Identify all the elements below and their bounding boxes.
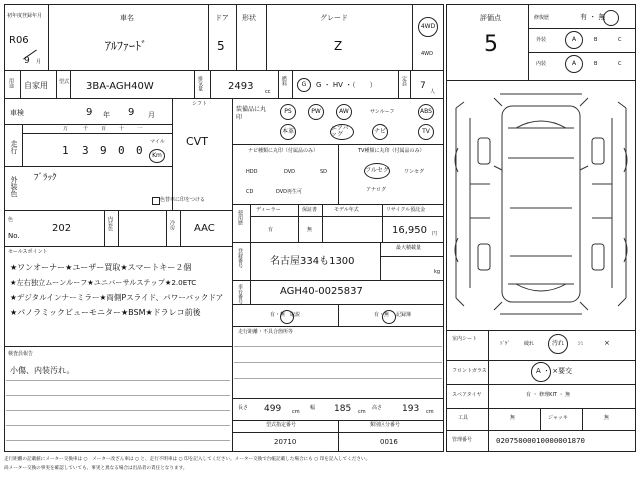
front-glass-options: A ・ ×要交 [536, 367, 573, 375]
max-load-label: 最大積載量 [396, 245, 422, 251]
inspection-month-unit: 月 [148, 111, 155, 119]
color-label: 外装色 [10, 176, 18, 197]
color-no-label-top: 色 [8, 217, 14, 223]
remarks-rule-2 [6, 395, 230, 396]
admin-label: 管理番号 [452, 437, 473, 443]
warranty-label: 保証書 [302, 207, 318, 213]
score-value: 5 [484, 32, 498, 57]
drive-sub: 4WD [421, 51, 433, 57]
digit-header-ichi: 一 [137, 126, 143, 132]
repair-label: 修復歴 [534, 15, 550, 21]
mileage-label: 走行 [10, 140, 18, 154]
car-damage-diagram [450, 88, 632, 320]
notes-rule-1 [234, 346, 442, 347]
color-no-label: No. [8, 232, 20, 240]
int-grade-a: A [565, 55, 583, 73]
front-glass-label: フロントガラス [452, 368, 487, 374]
model-label: 型式 [59, 79, 70, 85]
admin-value: 02075000010000001870 [496, 436, 585, 445]
equip-aw: AW [336, 104, 352, 120]
cc-unit: cc [265, 89, 271, 95]
inspection-year: 9 [86, 107, 93, 118]
mileage-digit-1: 1 [62, 144, 69, 157]
mile-label: マイル [150, 139, 165, 145]
jack-label: ジャッキ [548, 415, 568, 421]
navi-label: ナビ種類に丸印（付属品のみ） [248, 148, 319, 154]
kg-unit: kg [434, 269, 441, 275]
recycle-yen: 円 [432, 231, 438, 237]
car-right-side [618, 102, 626, 306]
int-label: 内装 [536, 61, 547, 67]
height-label: 高さ [372, 405, 383, 411]
fuel-label: 燃料 [281, 76, 287, 86]
dealer-label: ディーラー [256, 207, 281, 213]
color-change-note: 色替車に印をつける [160, 197, 206, 203]
usage-label: 用途 [8, 78, 14, 88]
equipment-label: 装備品に丸印 [236, 106, 267, 121]
height-unit: cm [426, 409, 434, 415]
mileage-digit-2: 3 [82, 144, 89, 157]
inspection-year-unit: 年 [103, 111, 110, 119]
drive-badge: 4WD [418, 17, 438, 37]
footer-line-1: 走行距離の記載値にメーター交換車は ○ メーター改ざん車は ○ と、走行不明車は ○ 印を記入してください。メーター交換で台帳記載した場合にも ○ 印を記入してください。 [4, 457, 371, 462]
inner-color-label: 内装色 [107, 216, 113, 231]
seat-opt-stain: 汚れ [548, 334, 568, 354]
seat-opt-doge: ﾄﾞｹﾞ [500, 341, 511, 347]
height-value: 193 [402, 404, 420, 414]
inspector-remarks-text: 小傷、内装汚れ。 [10, 366, 75, 375]
sales-point-line-2: ★左右独立ムーンルーフ★ユニバーサルステップ★2.0ETC [10, 278, 197, 287]
model-value: 3BA-AGH40W [86, 81, 154, 92]
jack-value: 無 [604, 415, 610, 421]
seat-opt-tear: 破れ [524, 341, 535, 347]
tools-label: 工具 [458, 415, 469, 421]
tv-fullseg: フルセグ [364, 163, 390, 179]
ac-label: 冷房 [169, 220, 175, 230]
displacement-value: 2493 [228, 81, 254, 92]
color-no-value: 202 [52, 223, 72, 234]
navi-hdd: HDD [246, 169, 258, 175]
remarks-rule-5 [6, 440, 230, 441]
type-cert-label: 型式指定番号 [266, 422, 297, 428]
vin-value: AGH40-0025837 [280, 286, 363, 297]
ext-grade-a: A [565, 31, 583, 49]
recycle-value: 16,950 [392, 225, 427, 236]
digit-header-man: 万 [63, 126, 69, 132]
color-value: ﾌﾞﾗｯｸ [34, 173, 57, 183]
spare-label: スペアタイヤ [452, 392, 482, 398]
remarks-rule-4 [6, 425, 230, 426]
int-grade-c: C [618, 61, 622, 67]
inspection-month: 9 [128, 107, 135, 118]
mileage-digit-4: 0 [118, 144, 125, 157]
record-label: 記録簿 [396, 312, 412, 318]
notes-rule-2 [234, 362, 442, 363]
car-name-label: 車名 [120, 14, 134, 22]
car-rear [494, 302, 588, 314]
tv-label: TV種類に丸印（付属品のみ） [358, 148, 425, 154]
width-unit: cm [358, 409, 366, 415]
digit-header-sen: 千 [83, 126, 89, 132]
ac-value: AAC [194, 223, 215, 234]
inspection-label: 車検 [10, 109, 24, 117]
plate-value: 名古屋334も1300 [270, 256, 355, 267]
manual-options: 有・無 [270, 312, 286, 318]
front-glass-circle [531, 362, 551, 382]
sales-point-line-3: ★デジタルインナーミラー★両側Pスライド、パワーバックドア [10, 293, 224, 302]
type-cert-value: 20710 [274, 438, 297, 446]
navi-dvd-play: DVD再生可 [276, 189, 303, 195]
history-label: 使用歴 [237, 210, 243, 225]
capacity-unit: 人 [430, 89, 436, 95]
width-value: 185 [334, 404, 352, 414]
fuel-options: G ・ HV ・（ ） [316, 81, 377, 89]
equip-leather: 本革 [280, 124, 296, 140]
grade-label: グレード [320, 14, 348, 22]
recycle-label: リサイクル預託金 [386, 207, 426, 213]
km-badge: Km [149, 149, 165, 163]
int-grade-b: B [594, 61, 598, 67]
spare-options: 有 ・ 修理KIT ・ 無 [526, 392, 571, 398]
warranty-value: 無 [307, 227, 313, 233]
car-front [494, 94, 588, 106]
grade-value: Z [334, 39, 343, 53]
equip-tv: TV [418, 124, 434, 140]
reg-month-unit: 月 [36, 59, 42, 65]
equip-abs: ABS [418, 104, 434, 120]
shape-label: 形状 [242, 14, 256, 22]
notes-rule-3 [234, 378, 442, 379]
first-reg-label: 初年度登録年月 [7, 13, 43, 19]
equip-sunroof: サンルーフ [370, 109, 395, 115]
class-value: 0016 [380, 438, 398, 446]
cc-label: 排気量 [197, 76, 203, 91]
reg-month: 9 [24, 56, 30, 66]
width-label: 幅 [310, 405, 316, 411]
usage-value: 自家用 [24, 81, 48, 90]
remarks-rule-1 [6, 380, 230, 381]
seat-label: 室内シート [452, 336, 478, 342]
fuel-selected-circle: G [297, 78, 311, 92]
digit-header-hyaku: 百 [101, 126, 107, 132]
seat-check: × [604, 339, 610, 347]
length-label: 長さ [238, 405, 249, 411]
mileage-digit-3: 9 [100, 144, 107, 157]
car-name: ｱﾙﾌｧｰﾄﾞ [105, 39, 148, 53]
repair-circle [603, 10, 619, 26]
car-left-side [456, 102, 464, 306]
remarks-rule-3 [6, 410, 230, 411]
equip-airbag: エアバッグ [330, 124, 354, 140]
era-year: R06 [9, 35, 29, 46]
shift-label: シフト [192, 101, 208, 107]
mileage-digit-5: 0 [136, 144, 143, 157]
dealer-value: 有 [268, 227, 274, 233]
notes-label: 走行距離・不具合箇所等 [238, 329, 294, 335]
navi-dvd: DVD [284, 169, 296, 175]
tv-oneseg: ワンセグ [404, 169, 425, 175]
navi-cd: CD [246, 189, 254, 195]
ext-grade-c: C [618, 37, 622, 43]
digit-header-juu: 十 [119, 126, 125, 132]
equip-pw: PW [308, 104, 324, 120]
door-label: ドア [215, 14, 229, 22]
tv-analog: アナログ [366, 187, 387, 193]
tools-value: 無 [510, 415, 516, 421]
sales-point-line-1: ★ワンオーナー★ユーザー買取★スマートキー２個 [10, 263, 192, 272]
color-change-box [152, 197, 160, 205]
sales-point-label: セールスポイント [8, 249, 48, 255]
equip-navi: ナビ [372, 124, 388, 140]
class-label: 類別区分番号 [370, 422, 401, 428]
ext-label: 外装 [536, 37, 547, 43]
shift-value: CVT [186, 135, 208, 148]
score-label: 評価点 [480, 14, 501, 22]
equip-ps: PS [280, 104, 296, 120]
footer-line-2: 尚メーター交換の事実を確認していても、事実と異なる場合は出品者の責任となります。 [4, 466, 188, 471]
manual-label: 取説 [290, 312, 301, 318]
length-value: 499 [264, 404, 282, 414]
car-top-body [502, 106, 580, 302]
ext-grade-b: B [594, 37, 598, 43]
vin-label: 車台番号 [237, 284, 243, 304]
capacity-label: 定員 [401, 76, 407, 86]
repair-options: 有 ・ 無 [580, 13, 606, 21]
model-year-label: モデル年式 [334, 207, 359, 213]
sales-point-line-4: ★パノラミックビューモニター★BSM★ドラレコ前後 [10, 308, 201, 317]
record-options: 有・無 [374, 312, 390, 318]
navi-sd: SD [320, 169, 328, 175]
capacity-value: 7 [420, 81, 426, 91]
inspector-remarks-label: 検査員報告 [8, 351, 34, 357]
plate-label: 登録番号 [237, 248, 243, 268]
door-count: 5 [217, 39, 225, 53]
length-unit: cm [292, 409, 300, 415]
seat-opt-shimi: ｼﾐ [578, 341, 584, 347]
